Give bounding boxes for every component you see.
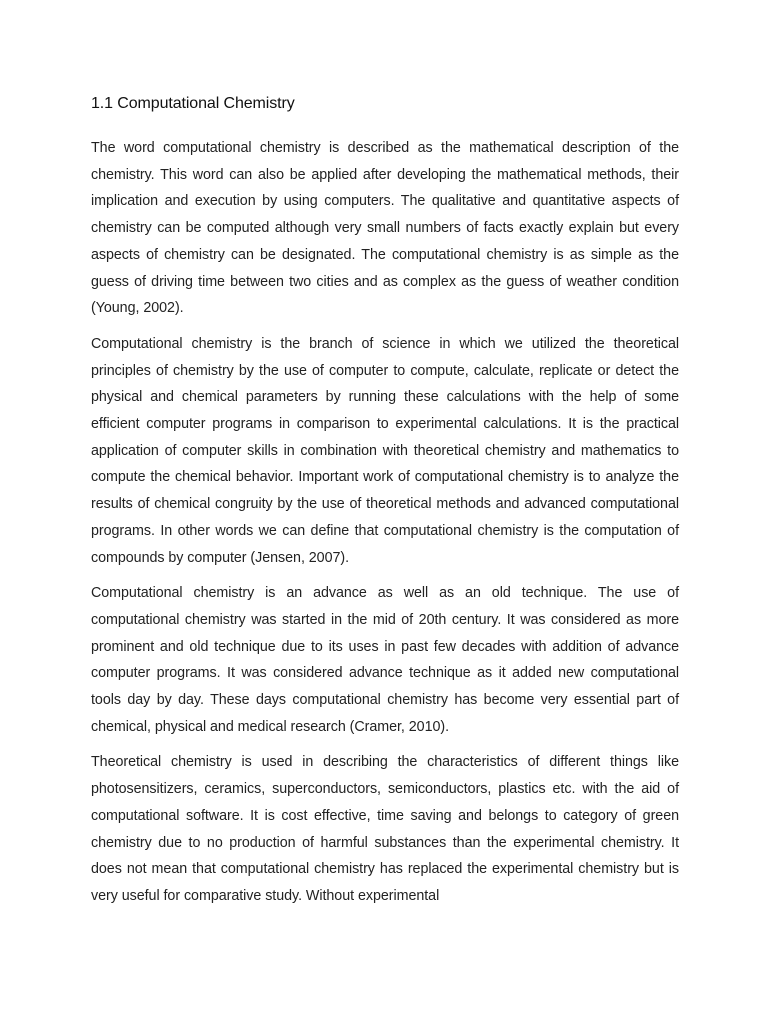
paragraph-2: Computational chemistry is the branch of science in which we utilized the theoretical principles of chemistry by the use of computer to compute, calculate, replicate or detect the physical and chemical parameters by running these calculations with the help of some efficient computer programs in comparison to experimental calculations. It is the practical application of computer skills in combination with theoretical chemistry and mathematics to compute the chemical behavior. Important work of computational chemistry is to analyze the results of chemical congruity by the use of theoretical methods and advanced computational programs. In other words we can define that computational chemistry is the computation of compounds by computer (Jensen, 2007). xyxy=(91,335,679,566)
document-body xyxy=(91,92,679,919)
section-heading: 1.1 Computational Chemistry xyxy=(91,95,295,112)
paragraph-4: Theoretical chemistry is used in describing the characteristics of different things like photosensitizers, ceramics, superconductors, semiconductors, plastics etc. with the aid of computational software. It is cost effective, time saving and belongs to category of green chemistry due to no production of harmful substances than the experimental chemistry. It does not mean that computational chemistry has replaced the experimental chemistry but is very useful for comparative study. Without experimental xyxy=(91,754,679,904)
paragraph-1: The word computational chemistry is described as the mathematical description of the chemistry. This word can also be applied after developing the mathematical methods, their implication and execution by using computers. The qualitative and quantitative aspects of chemistry can be computed although very small numbers of facts exactly explain but every aspects of chemistry can be designated. The computational chemistry is as simple as the guess of driving time between two cities and as complex as the guess of weather condition (Young, 2002). xyxy=(91,140,679,317)
paragraph-3: Computational chemistry is an advance as well as an old technique. The use of computational chemistry was started in the mid of 20th century. It was considered as more prominent and old technique due to its uses in past few decades with addition of advance computer programs. It was considered advance technique as it added new computational tools day by day. These days computational chemistry has become very essential part of chemical, physical and medical research (Cramer, 2010). xyxy=(91,585,679,735)
